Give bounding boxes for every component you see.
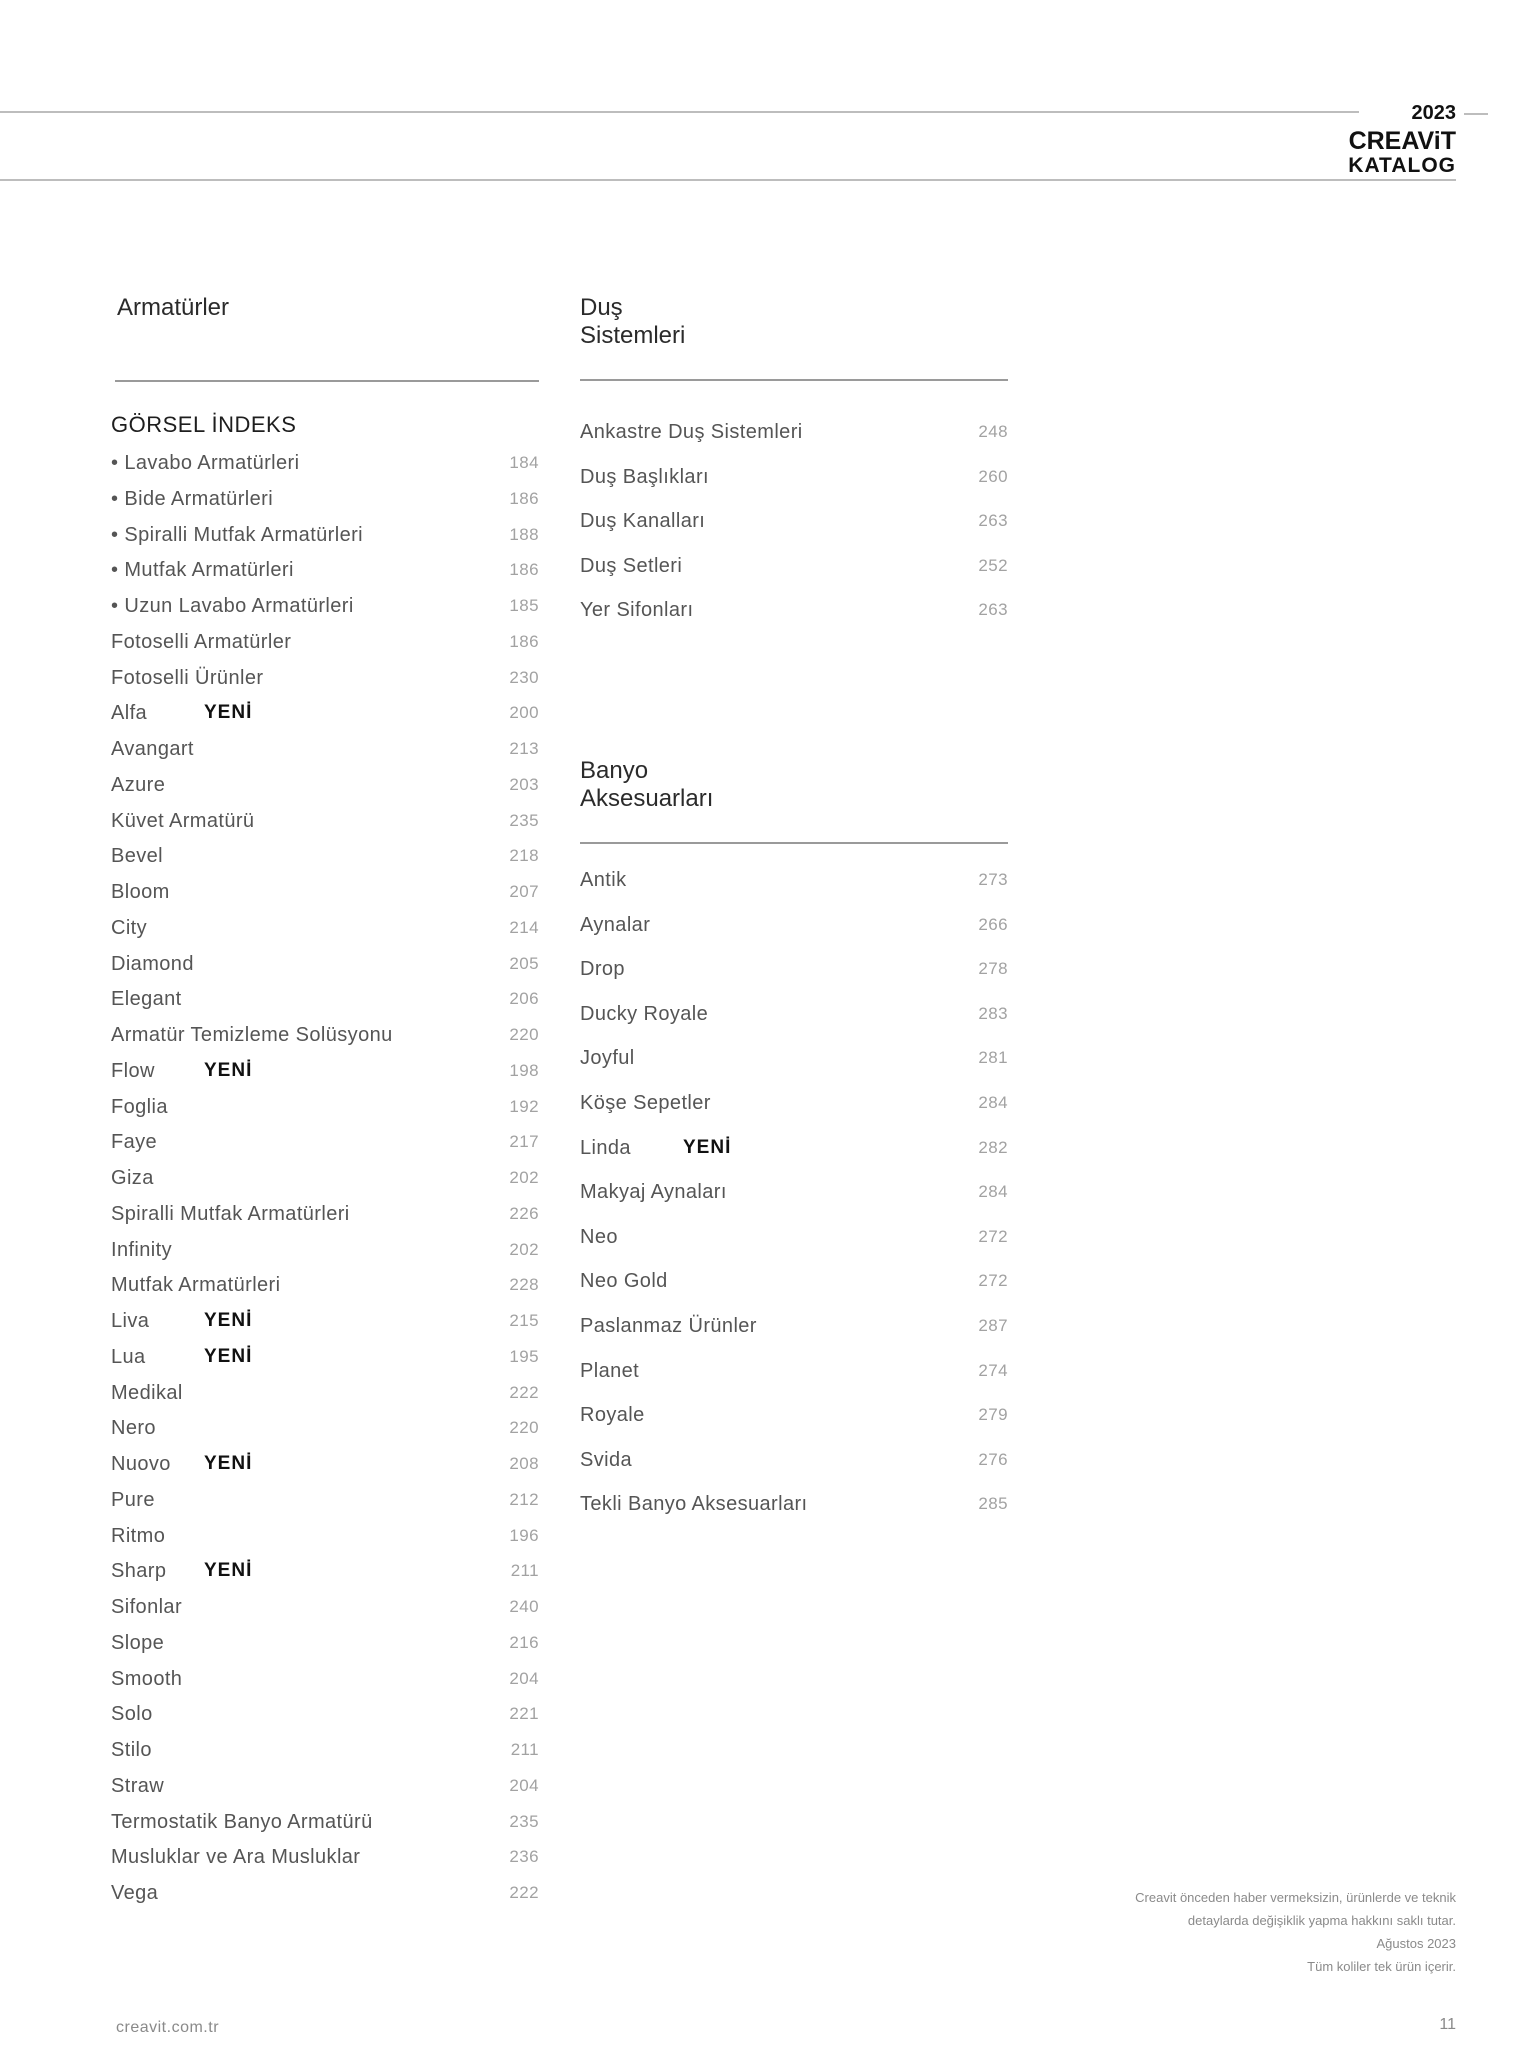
entry-label: Avangart: [111, 738, 194, 760]
entry-label: Fotoselli Armatürler: [111, 630, 292, 653]
header-bottom-rule: [0, 179, 1456, 181]
index-entry: [111, 878, 539, 914]
entry-label: Neo: [580, 1225, 618, 1248]
index-entry: [111, 592, 539, 628]
index-entry: [111, 950, 539, 986]
entry-page-number: 276: [978, 1449, 1008, 1469]
new-badge: YENİ: [204, 702, 253, 724]
index-entry: [111, 735, 539, 771]
entry-page-number: 226: [509, 1203, 539, 1223]
entry-label: Köşe Sepetler: [580, 1091, 711, 1114]
index-entry: [580, 1446, 1008, 1491]
entry-label: Spiralli Mutfak Armatürleri: [111, 1202, 350, 1225]
section-title-armaturler: Armatürler: [117, 294, 230, 321]
index-entry: [111, 1843, 539, 1879]
entry-label: Armatür Temizleme Solüsyonu: [111, 1024, 393, 1046]
entry-label: Infinity: [111, 1238, 173, 1261]
index-heading: GÖRSEL İNDEKS: [111, 412, 297, 437]
entry-page-number: 235: [509, 1811, 539, 1831]
index-entry: [111, 485, 539, 521]
entry-page-number: 222: [509, 1883, 539, 1902]
banyo-aksesuarlari-list: [580, 866, 1008, 1535]
index-entry: [111, 1379, 539, 1415]
page-number: 11: [1439, 2016, 1456, 2033]
entry-label: Duş Kanalları: [580, 510, 706, 533]
index-entry: [111, 1164, 539, 1200]
dus-sistemleri-list: [580, 418, 1008, 641]
entry-label: Ducky Royale: [580, 1002, 709, 1025]
entry-page-number: 188: [509, 524, 539, 544]
entry-label: Azure: [111, 773, 166, 796]
index-entry: [111, 449, 539, 485]
entry-label: Fotoselli Ürünler: [111, 666, 264, 689]
index-entry: [111, 1665, 539, 1701]
entry-label: Vega: [111, 1882, 159, 1904]
index-entry: [111, 1522, 539, 1558]
index-entry: [111, 1236, 539, 1272]
index-entry: [111, 1879, 539, 1915]
entry-label: Faye: [111, 1131, 158, 1154]
index-entry: [111, 556, 539, 592]
index-entry: [580, 463, 1008, 508]
new-badge: YENİ: [204, 1453, 253, 1474]
entry-page-number: 204: [509, 1668, 539, 1688]
entry-page-number: 207: [509, 882, 539, 901]
index-entry: [111, 628, 539, 664]
brand-name: CREAViT: [1348, 127, 1456, 155]
entry-page-number: 206: [509, 989, 539, 1009]
entry-label: Bloom: [111, 881, 170, 903]
entry-page-number: 228: [509, 1275, 539, 1295]
entry-label: Alfa: [111, 702, 148, 725]
entry-label: Musluklar ve Ara Musluklar: [111, 1846, 361, 1869]
index-entry: [580, 1044, 1008, 1089]
index-entry: [111, 1307, 539, 1343]
footer-website: creavit.com.tr: [116, 2019, 220, 2036]
entry-label: Straw: [111, 1774, 165, 1797]
entry-page-number: 213: [509, 739, 539, 758]
entry-label: Sifonlar: [111, 1596, 183, 1618]
brand-block: [1348, 103, 1456, 176]
section-rule-banyo-aksesuarlari: [580, 842, 1008, 844]
entry-page-number: 284: [978, 1182, 1008, 1202]
entry-page-number: 220: [509, 1025, 539, 1044]
entry-page-number: 214: [509, 917, 539, 937]
new-badge: YENİ: [683, 1136, 732, 1158]
entry-page-number: 203: [509, 774, 539, 794]
entry-page-number: 186: [509, 631, 539, 651]
index-entry: [580, 866, 1008, 911]
entry-page-number: 184: [509, 453, 539, 472]
index-entry: [111, 842, 539, 878]
entry-page-number: 202: [509, 1168, 539, 1187]
entry-page-number: 222: [509, 1382, 539, 1402]
entry-page-number: 205: [509, 953, 539, 973]
entry-label: Medikal: [111, 1381, 183, 1404]
index-entry: [111, 1414, 539, 1450]
index-entry: [111, 1486, 539, 1522]
section-title-banyo-aksesuarlari: Banyo Aksesuarları: [580, 757, 714, 812]
index-entry: [580, 1357, 1008, 1402]
index-entry: [111, 664, 539, 700]
index-entry: [580, 507, 1008, 552]
index-entry: [580, 1000, 1008, 1045]
entry-page-number: 260: [978, 466, 1008, 486]
entry-label: Joyful: [580, 1047, 635, 1070]
index-entry: [111, 1450, 539, 1486]
disclaimer-note: Creavit önceden haber vermeksizin, ürünlerde ve teknik detaylarda değişiklik yapma hakkını saklı tutar. Ağustos 2023 Tüm koliler tek ürün içerir.: [1135, 1890, 1456, 1974]
entry-page-number: 287: [978, 1315, 1008, 1335]
index-entry: [580, 911, 1008, 956]
index-entry: [580, 1089, 1008, 1134]
index-entry: [111, 771, 539, 807]
entry-page-number: 220: [509, 1418, 539, 1438]
index-entry: [580, 1267, 1008, 1312]
entry-label: • Lavabo Armatürleri: [111, 452, 300, 474]
entry-page-number: 221: [509, 1704, 539, 1724]
entry-page-number: 208: [509, 1454, 539, 1473]
entry-label: Lua: [111, 1345, 146, 1368]
entry-page-number: 252: [978, 555, 1008, 575]
entry-page-number: 230: [509, 667, 539, 687]
entry-label: Tekli Banyo Aksesuarları: [580, 1493, 808, 1516]
entry-label: Giza: [111, 1167, 154, 1189]
entry-page-number: 283: [978, 1003, 1008, 1023]
entry-page-number: 263: [978, 600, 1008, 620]
entry-label: Duş Setleri: [580, 554, 683, 577]
index-entry: [111, 699, 539, 735]
entry-label: Smooth: [111, 1667, 183, 1690]
entry-label: Slope: [111, 1631, 165, 1654]
catalog-year: 2023: [1411, 102, 1456, 124]
entry-page-number: 236: [509, 1847, 539, 1867]
entry-page-number: 198: [509, 1060, 539, 1080]
entry-label: Royale: [580, 1404, 645, 1427]
index-entry: [580, 1490, 1008, 1535]
index-entry: [580, 418, 1008, 463]
entry-page-number: 196: [509, 1525, 539, 1545]
entry-label: Yer Sifonları: [580, 599, 694, 622]
entry-page-number: 281: [978, 1048, 1008, 1068]
entry-label: Aynalar: [580, 913, 651, 936]
entry-page-number: 211: [510, 1740, 539, 1759]
new-badge: YENİ: [204, 1310, 253, 1331]
index-entry: [111, 1557, 539, 1593]
entry-label: Linda: [580, 1136, 631, 1159]
index-entry: [111, 1128, 539, 1164]
entry-label: Svida: [580, 1448, 633, 1471]
entry-page-number: 248: [978, 422, 1008, 441]
entry-page-number: 200: [509, 703, 539, 723]
index-entry: [111, 1021, 539, 1057]
index-entry: [580, 1178, 1008, 1223]
section-rule-armaturler: [115, 380, 539, 382]
entry-label: Drop: [580, 958, 625, 981]
entry-page-number: 235: [509, 810, 539, 830]
index-entry: [111, 1093, 539, 1129]
entry-label: Mutfak Armatürleri: [111, 1274, 281, 1297]
index-entry: [580, 596, 1008, 641]
index-entry: [111, 1736, 539, 1772]
entry-label: • Bide Armatürleri: [111, 487, 274, 510]
index-entry: [111, 985, 539, 1021]
entry-page-number: 211: [510, 1561, 539, 1581]
entry-label: Nuovo: [111, 1453, 171, 1475]
entry-page-number: 279: [978, 1405, 1008, 1425]
entry-label: Termostatik Banyo Armatürü: [111, 1810, 373, 1833]
index-entry: [111, 914, 539, 950]
entry-label: Neo Gold: [580, 1270, 668, 1293]
index-entry: [111, 1200, 539, 1236]
entry-page-number: 216: [509, 1632, 539, 1652]
entry-label: Stilo: [111, 1739, 152, 1761]
new-badge: YENİ: [204, 1345, 253, 1367]
entry-page-number: 186: [509, 560, 539, 580]
catalog-subtitle: KATALOG: [1348, 154, 1456, 177]
entry-page-number: 218: [509, 846, 539, 866]
entry-page-number: 215: [509, 1311, 539, 1330]
index-entry: [580, 1401, 1008, 1446]
entry-page-number: 186: [509, 488, 539, 508]
entry-page-number: 240: [509, 1597, 539, 1616]
entry-label: Nero: [111, 1417, 156, 1440]
index-entry: [111, 1772, 539, 1808]
entry-page-number: 272: [978, 1271, 1008, 1291]
entry-label: Sharp: [111, 1560, 167, 1583]
section-rule-dus-sistemleri: [580, 379, 1008, 381]
index-entry: [580, 955, 1008, 1000]
entry-page-number: 284: [978, 1092, 1008, 1112]
entry-label: Pure: [111, 1488, 155, 1511]
entry-page-number: 204: [509, 1775, 539, 1795]
entry-label: Foglia: [111, 1095, 168, 1118]
entry-label: • Spiralli Mutfak Armatürleri: [111, 523, 364, 546]
entry-label: Duş Başlıkları: [580, 465, 709, 488]
section-title-dus-sistemleri: Duş Sistemleri: [580, 294, 686, 349]
entry-label: City: [111, 916, 148, 939]
index-entry: [111, 1593, 539, 1629]
entry-page-number: 212: [509, 1489, 539, 1509]
entry-label: Diamond: [111, 952, 194, 975]
entry-label: Planet: [580, 1359, 640, 1382]
entry-page-number: 202: [509, 1239, 539, 1259]
header-top-rule: [0, 111, 1359, 113]
entry-page-number: 185: [509, 596, 539, 615]
entry-label: Antik: [580, 869, 627, 891]
entry-page-number: 195: [509, 1346, 539, 1366]
entry-label: Liva: [111, 1310, 150, 1332]
entry-page-number: 282: [978, 1137, 1008, 1157]
entry-label: Paslanmaz Ürünler: [580, 1314, 757, 1337]
index-entry: [111, 1629, 539, 1665]
index-entry: [580, 1223, 1008, 1268]
entry-page-number: 278: [978, 959, 1008, 979]
entry-label: Elegant: [111, 988, 182, 1011]
index-entry: [111, 807, 539, 843]
new-badge: YENİ: [204, 1059, 253, 1081]
new-badge: YENİ: [204, 1560, 253, 1582]
entry-page-number: 192: [509, 1096, 539, 1116]
index-entry: [111, 521, 539, 557]
entry-label: Küvet Armatürü: [111, 809, 255, 832]
entry-page-number: 273: [978, 870, 1008, 889]
entry-label: • Mutfak Armatürleri: [111, 559, 294, 582]
entry-label: Solo: [111, 1703, 153, 1726]
entry-page-number: 274: [978, 1360, 1008, 1380]
entry-page-number: 285: [978, 1494, 1008, 1514]
index-entry: [111, 1808, 539, 1844]
entry-page-number: 263: [978, 511, 1008, 531]
index-entry: [580, 552, 1008, 597]
index-entry: [580, 1312, 1008, 1357]
entry-page-number: 272: [978, 1226, 1008, 1246]
index-entry: [111, 1343, 539, 1379]
entry-page-number: 217: [509, 1132, 539, 1152]
armaturler-list: [111, 449, 539, 1915]
entry-label: Ankastre Duş Sistemleri: [580, 421, 803, 443]
entry-label: Makyaj Aynaları: [580, 1181, 727, 1204]
index-entry: [111, 1700, 539, 1736]
entry-label: • Uzun Lavabo Armatürleri: [111, 595, 354, 617]
entry-label: Bevel: [111, 845, 164, 868]
entry-page-number: 266: [978, 914, 1008, 934]
index-entry: [580, 1134, 1008, 1179]
entry-label: Ritmo: [111, 1524, 166, 1547]
index-entry: [111, 1271, 539, 1307]
index-entry: [111, 1057, 539, 1093]
entry-label: Flow: [111, 1059, 155, 1082]
